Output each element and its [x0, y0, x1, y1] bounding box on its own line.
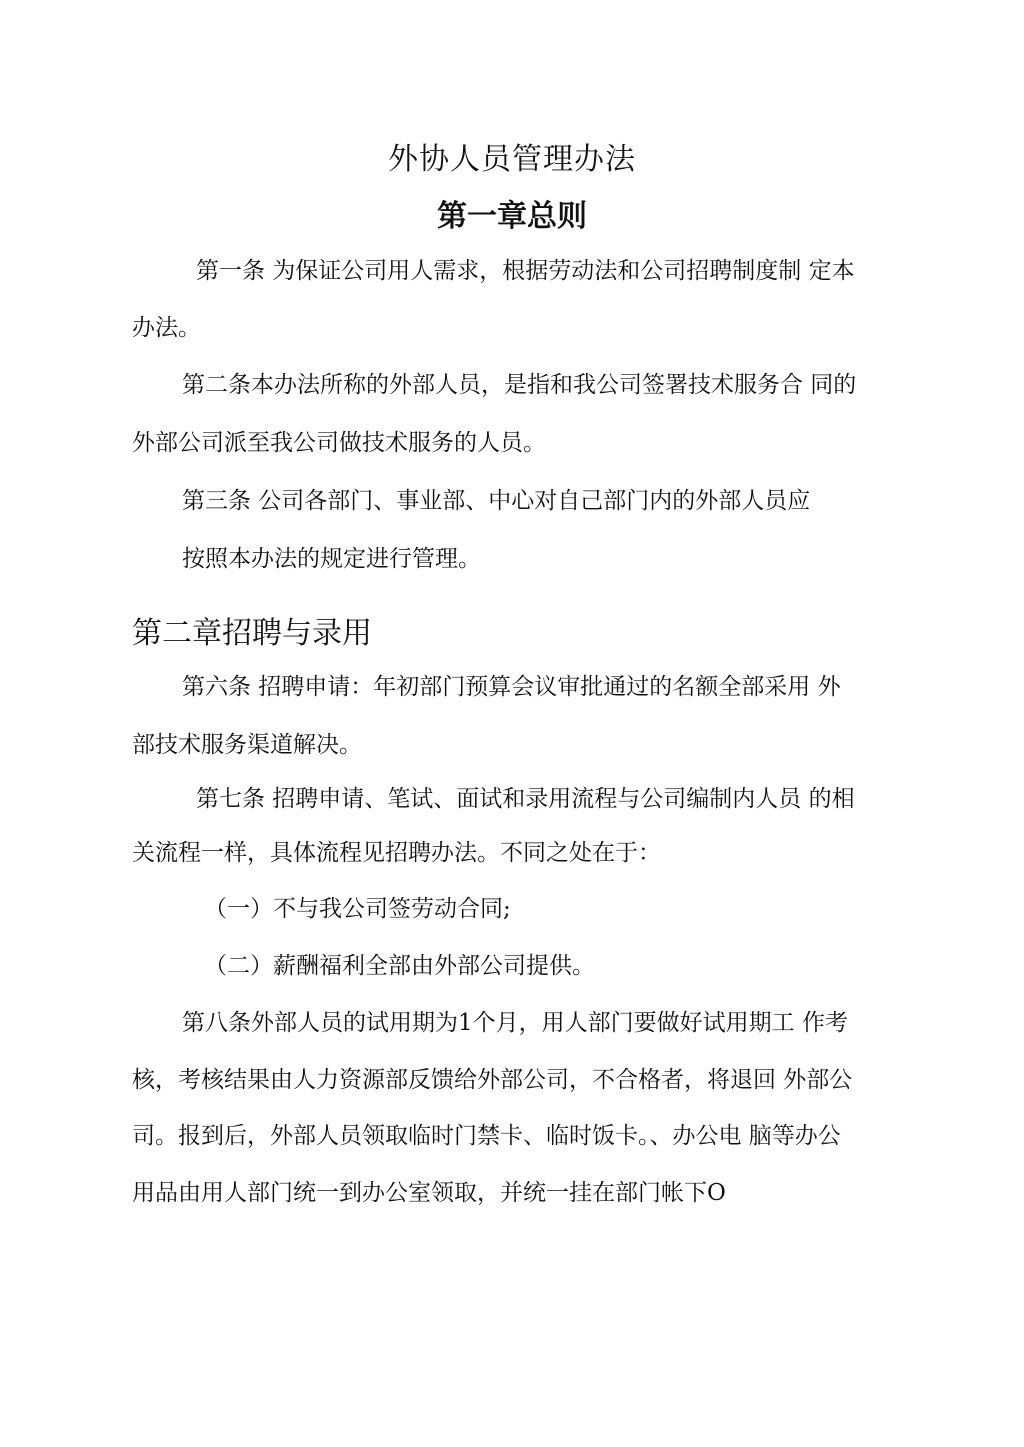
article-1-line-2: 办法。: [132, 315, 201, 341]
article-7-line-1: 第七条 招聘申请、笔试、面试和录用流程与公司编制内人员 的相: [196, 786, 855, 812]
article-3-line-2: 按照本办法的规定进行管理。: [182, 546, 481, 572]
document-title: 外协人员管理办法: [388, 142, 636, 177]
article-8-line-4: 用品由用人部门统一到办公室领取，并统一挂在部门帐下O: [132, 1180, 726, 1206]
article-8-line-1: 第八条外部人员的试用期为1个月，用人部门要做好试用期工 作考: [182, 1010, 848, 1036]
article-2-line-1: 第二条本办法所称的外部人员，是指和我公司签署技术服务合 同的: [182, 372, 857, 398]
article-6-line-2: 部技术服务渠道解决。: [132, 732, 362, 758]
chapter-2-heading: 第二章招聘与录用: [132, 616, 372, 651]
article-3-line-1: 第三条 公司各部门、事业部、中心对自己部门内的外部人员应: [182, 488, 811, 514]
article-7-item-2: （二）薪酬福利全部由外部公司提供。: [204, 953, 595, 979]
chapter-1-heading: 第一章总则: [437, 199, 587, 234]
article-2-line-2: 外部公司派至我公司做技术服务的人员。: [132, 430, 546, 456]
article-7-item-1: （一）不与我公司签劳动合同;: [204, 896, 511, 922]
article-1-line-1: 第一条 为保证公司用人需求，根据劳动法和公司招聘制度制 定本: [196, 258, 855, 284]
article-8-line-3: 司。报到后，外部人员领取临时门禁卡、临时饭卡。、办公电 脑等办公: [132, 1123, 841, 1149]
article-6-line-1: 第六条 招聘申请：年初部门预算会议审批通过的名额全部采用 外: [182, 674, 841, 700]
article-7-line-2: 关流程一样，具体流程见招聘办法。不同之处在于：: [132, 840, 661, 866]
article-8-line-2: 核，考核结果由人力资源部反馈给外部公司，不合格者，将退回 外部公: [132, 1067, 853, 1093]
